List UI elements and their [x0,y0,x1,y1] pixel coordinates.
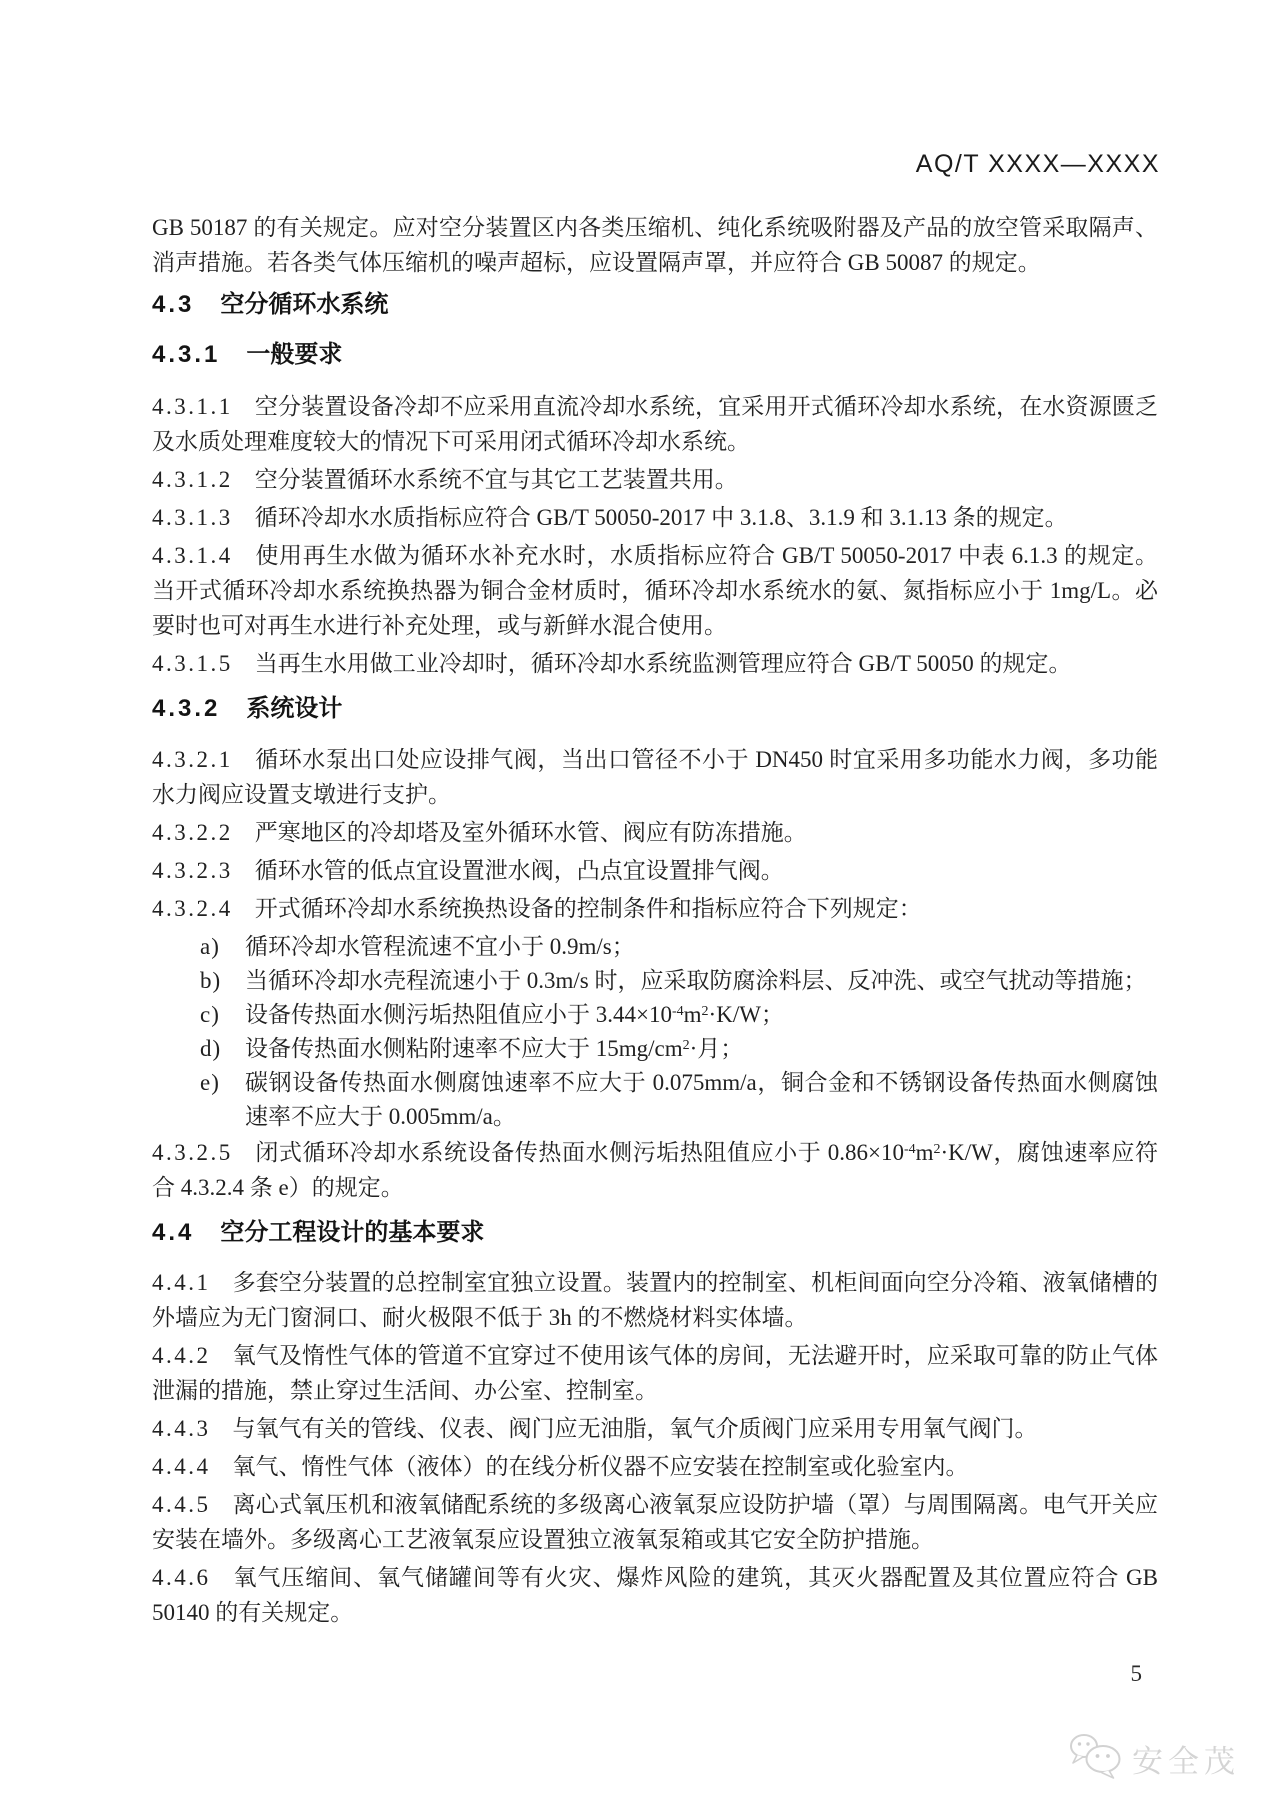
clause-4-4-6 [152,1560,1158,1630]
section-heading-4-4 [152,1215,1158,1251]
clause-text: 离心式氧压机和液氧储配系统的多级离心液氧泵应设防护墙（罩）与周围隔离。电气开关应安装在墙外。多级离心工艺液氧泵应设置独立液氧泵箱或其它安全防护措施。 [152,1492,1158,1552]
heading-number: 4.3.1 [152,341,221,368]
clause-number: 4.4.4 [152,1454,211,1479]
paragraph-continuation: GB 50187 的有关规定。应对空分装置区内各类压缩机、纯化系统吸附器及产品的放空管采取隔声、消声措施。若各类气体压缩机的噪声超标，应设置隔声罩，并应符合 GB 50087 的规定。 [152,215,1158,275]
superscript: -4 [903,1142,916,1157]
list-item-a [152,930,1158,964]
list-item-text: 当循环冷却水壳程流速小于 0.3m/s 时，应采取防腐涂料层、反冲洗、或空气扰动等措施； [245,968,1147,993]
heading-number: 4.3 [152,291,195,318]
list-item-e [152,1066,1158,1134]
clause-number: 4.3.2.5 [152,1140,233,1165]
clause-4-4-2 [152,1338,1158,1408]
list-item-text: 碳钢设备传热面水侧腐蚀速率不应大于 0.075mm/a，铜合金和不锈钢设备传热面水侧腐蚀速率不应大于 0.005mm/a。 [245,1070,1158,1129]
clause-text: 多套空分装置的总控制室宜独立设置。装置内的控制室、机柜间面向空分冷箱、液氧储槽的外墙应为无门窗洞口、耐火极限不低于 3h 的不燃烧材料实体墙。 [152,1270,1158,1330]
section-heading-4-3 [152,287,1158,323]
heading-title: 系统设计 [246,695,343,722]
clause-text: 空分装置循环水系统不宜与其它工艺装置共用。 [254,467,738,492]
clause-4-4-5 [152,1487,1158,1557]
clause-4-3-1-2 [152,462,1158,497]
clause-text: 空分装置设备冷却不应采用直流冷却水系统，宜采用开式循环冷却水系统，在水资源匮乏及水质处理难度较大的情况下可采用闭式循环冷却水系统。 [152,394,1158,454]
standard-code-header: AQ/T XXXX—XXXX [915,150,1160,178]
list-item-text: 设备传热面水侧粘附速率不应大于 $15mg/cm^2\cdot$月； [245,1036,744,1061]
subsection-heading-4-3-2 [152,691,1158,727]
clause-4-3-2-3 [152,853,1158,888]
clause-text: 与氧气有关的管线、仪表、阀门应无油脂，氧气介质阀门应采用专用氧气阀门。 [232,1416,1038,1441]
clause-text: 循环水泵出口处应设排气阀，当出口管径不小于 DN450 时宜采用多功能水力阀，多功能水力阀应设置支墩进行支护。 [152,747,1158,807]
clause-text: 氧气及惰性气体的管道不宜穿过不使用该气体的房间，无法避开时，应采取可靠的防止气体泄漏的措施，禁止穿过生活间、办公室、控制室。 [152,1343,1158,1403]
clause-4-3-1-1 [152,389,1158,459]
watermark-text: 安全茂 [1132,1744,1240,1779]
list-item-text: 设备传热面水侧污垢热阻值应小于 $3.44\times 10^{-4}m^2\cdot K/W$； [245,1002,784,1027]
clause-text: 循环水管的低点宜设置泄水阀，凸点宜设置排气阀。 [254,858,784,883]
clause-number: 4.3.1.5 [152,651,233,676]
clause-number: 4.3.2.4 [152,896,233,921]
clause-text: 氧气压缩间、氧气储罐间等有火灾、爆炸风险的建筑，其灭火器配置及其位置应符合 GB 50140 的有关规定。 [152,1565,1158,1625]
clause-number: 4.3.1.3 [152,505,233,530]
clause-text: 严寒地区的冷却塔及室外循环水管、阀应有防冻措施。 [254,820,807,845]
clause-text: 闭式循环冷却水系统设备传热面水侧污垢热阻值应小于 $0.86\times 10^{-4}m^2\cdot K/W$，腐蚀速率应符合 4.3.2.4 条 e）的规定。 [152,1140,1158,1200]
heading-title: 一般要求 [246,341,343,368]
document-body [152,210,1158,1633]
list-item-d [152,1032,1158,1066]
clause-4-4-1 [152,1265,1158,1335]
clause-number: 4.3.2.2 [152,820,233,845]
clause-number: 4.3.1.2 [152,467,233,492]
clause-4-3-2-5 [152,1135,1158,1205]
wechat-bubbles-icon [1068,1732,1124,1785]
clause-number: 4.3.1.4 [152,543,233,568]
clause-text: 使用再生水做为循环水补充水时，水质指标应符合 GB/T 50050-2017 中表 6.1.3 的规定。当开式循环冷却水系统换热器为铜合金材质时，循环冷却水系统水的氨、氮指标应小于 1mg/L。必要时也可对再生水进行补充处理，或与新鲜水混合使用。 [152,543,1158,638]
subsection-heading-4-3-1 [152,337,1158,373]
clause-4-3-2-1 [152,742,1158,812]
list-item-marker: a) [200,934,220,959]
clause-text: 当再生水用做工业冷却时，循环冷却水系统监测管理应符合 GB/T 50050 的规定。 [254,651,1072,676]
list-item-b [152,964,1158,998]
list-item-marker: e) [200,1070,220,1095]
clause-text: 循环冷却水水质指标应符合 GB/T 50050-2017 中 3.1.8、3.1.9 和 3.1.13 条的规定。 [254,505,1068,530]
clause-number: 4.4.2 [152,1343,211,1368]
clause-number: 4.4.5 [152,1492,211,1517]
clause-number: 4.4.3 [152,1416,211,1441]
clause-number: 4.3.2.1 [152,747,233,772]
clause-text: 氧气、惰性气体（液体）的在线分析仪器不应安装在控制室或化验室内。 [232,1454,969,1479]
list-item-c [152,998,1158,1032]
clause-4-4-3 [152,1411,1158,1446]
heading-title: 空分循环水系统 [220,291,389,318]
heading-number: 4.4 [152,1219,195,1246]
watermark [1068,1732,1240,1785]
heading-number: 4.3.2 [152,695,221,722]
heading-title: 空分工程设计的基本要求 [220,1219,485,1246]
superscript: 2 [701,1004,709,1019]
list-item-marker: c) [200,1002,220,1027]
clause-number: 4.4.1 [152,1270,211,1295]
page-number: 5 [1130,1661,1142,1686]
list-item-text: 循环冷却水管程流速不宜小于 0.9m/s； [245,934,635,959]
superscript: 2 [933,1142,941,1157]
clause-number: 4.4.6 [152,1565,211,1590]
clause-4-3-1-4 [152,538,1158,643]
clause-text: 开式循环冷却水系统换热设备的控制条件和指标应符合下列规定： [254,896,922,921]
clause-4-3-1-3 [152,500,1158,535]
clause-number: 4.3.2.3 [152,858,233,883]
superscript: -4 [671,1004,684,1019]
clause-4-3-2-2 [152,815,1158,850]
clause-4-3-2-4-list [152,930,1158,1134]
superscript: 2 [682,1038,690,1053]
clause-number: 4.3.1.1 [152,394,233,419]
clause-4-4-4 [152,1449,1158,1484]
clause-4-3-2-4 [152,891,1158,926]
list-item-marker: d) [200,1036,222,1061]
clause-4-3-1-5 [152,646,1158,681]
list-item-marker: b) [200,968,222,993]
